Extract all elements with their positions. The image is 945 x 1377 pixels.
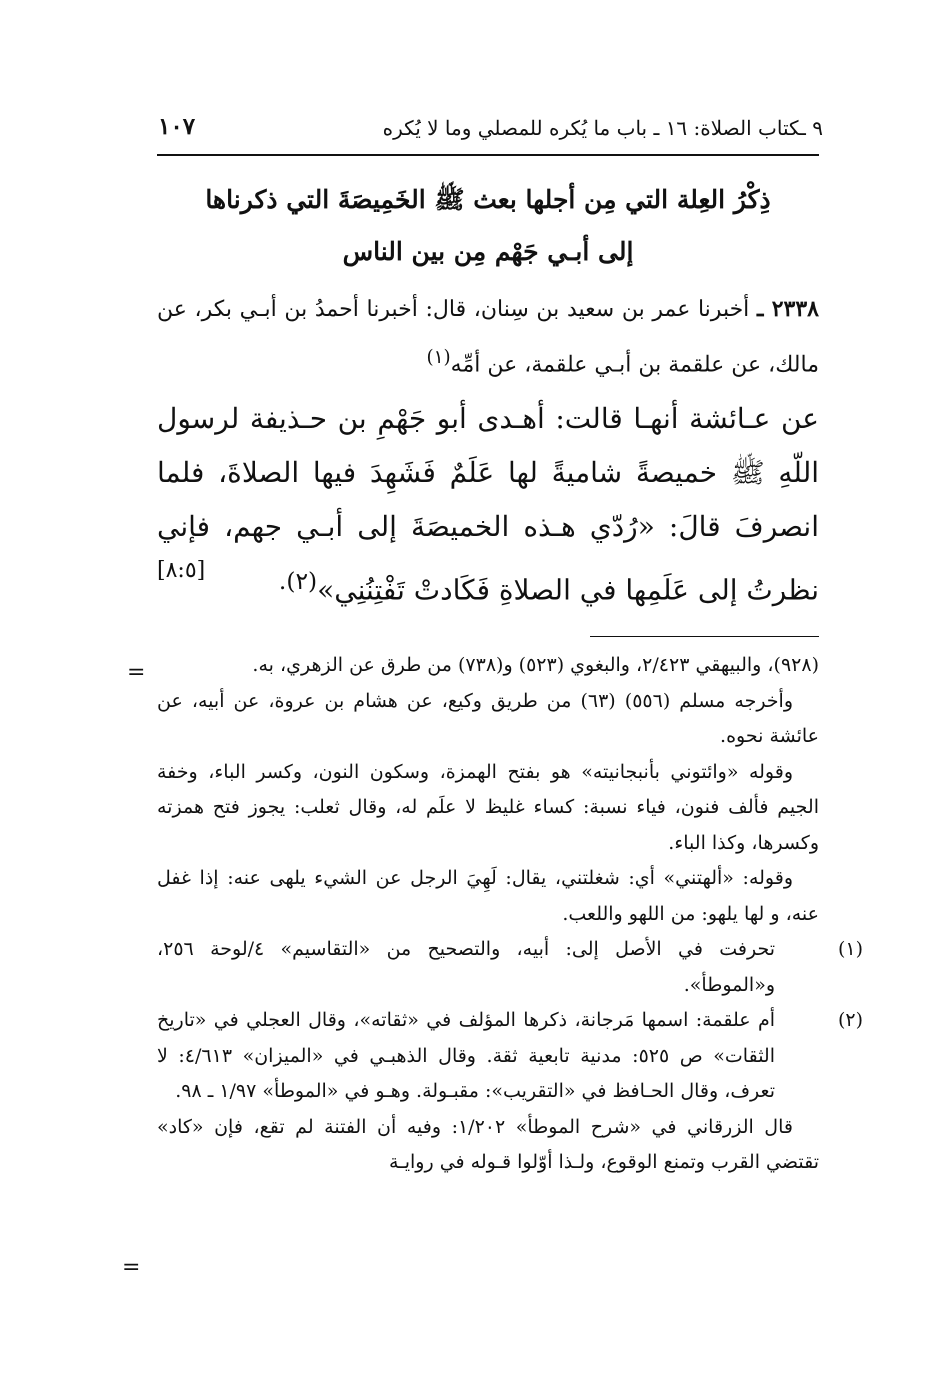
footnote-ref-1: (١) [426, 347, 451, 368]
hadith-reference: [٨:٥] [157, 558, 206, 583]
footnote-paragraph: (٩٢٨)، والبيهقي ٢/٤٢٣، والبغوي (٥٢٣) و(٧٣٨) من طرق عن الزهري، به. [252, 654, 819, 676]
footnote-paragraph: وأخرجه مسلم (٥٥٦) (٦٣) من طريق وكيع، عن هشام بن عروة، عن أبيه، عن عائشة نحوه. [157, 689, 819, 747]
hadith-matn-block [157, 392, 819, 617]
footnote-paragraph: وقوله «وائتوني بأنبجانيته» هو بفتح الهمزة، وسكون النون، وكسر الباء، وخفة الجيم فألف فنون، فياء نسبة: كساء غليظ لا علَم له، وقال ثعلب: يجوز فتح همزته وكسرها، وكذا الباء. [157, 760, 819, 854]
footnote-2 [157, 1003, 863, 1110]
hadith-isnad [157, 285, 819, 389]
footnote-2-text: أم علقمة: اسمها مَرجانة، ذكرها المؤلف في «ثقاته»، وقال العجلي في «تاريخ الثقات» ص ٥٢٥: مدنية تابعية ثقة. وقال الذهبـي في «الميزان» ٤/٦١٣: لا تعرف، وقال الحـافظ في «التقريب»: مقبـولة. وهـو في «الموطأ» ١/٩٧ ـ ٩٨. [157, 1009, 775, 1102]
chapter-heading-line-1: ذِكْرُ العِلة التي مِن أجلها بعث ﷺ الخَمِيصَةَ التي ذكرناها [205, 185, 771, 214]
footnote-1 [157, 932, 863, 1003]
footnote-continuation-mark: = [127, 660, 146, 685]
isnad-text: أخبرنا عمر بن سعيد بن سِنان، قال: أخبرنا أحمدُ بن أبـي بكر، عن مالك، عن علقمة بن أبـي علقمة، عن أمِّه [157, 297, 819, 378]
footnotes-section [157, 648, 863, 1181]
footnote-divider [590, 636, 819, 637]
footnote-1-marker: (١) [837, 938, 863, 960]
hadith-isnad-block [157, 285, 819, 389]
chapter-heading [157, 174, 819, 278]
footnote-paragraph: وقوله: «ألهتني» أي: شغلتني، يقال: لَهِيَ الرجل عن الشيء يلهى عنه: إذا غفل عنه، و لها يلهو: من اللهو واللعب. [157, 867, 819, 925]
footnote-end-mark: = [122, 1255, 141, 1280]
footnote-1-text: تحرفت في الأصل إلى: أبيه، والتصحيح من «التقاسيم» ٤/لوحة ٢٥٦، و«الموطأ». [157, 938, 775, 996]
chapter-heading-line-2: إلى أبـي جَهْم مِن بين الناس [342, 237, 634, 266]
footnote-ref-2: (٢). [278, 567, 318, 595]
footnote-2-marker: (٢) [837, 1009, 863, 1031]
matn-text: عن عـائشة أنهـا قالت: أهـدى أبو جَهْمِ بن حـذيفة لرسول اللّهِ ﷺ خميصةً شاميةً لها عَلَمٌ فَشَهِدَ فيها الصلاةَ، فلما انصرفَ قالَ: «رُدّي هـذه الخميصَةَ إلى أبـي جهم، فإني نظرتُ إلى عَلَمِها في الصلاةِ فَكَادتْ تَفْتِنُنِي» [157, 402, 819, 607]
running-header-title: ٩ ـكتاب الصلاة: ١٦ ـ باب ما يُكره للمصلي وما لا يُكره [382, 116, 823, 140]
hadith-matn [157, 392, 819, 617]
hadith-number: ٢٣٣٨ ـ [756, 296, 819, 322]
page-number: ١٠٧ [158, 113, 196, 140]
footnote-last-paragraph: قال الزرقاني في «شرح الموطأ» ١/٢٠٢: وفيه أن الفتنة لم تقع، فإن «كاد» تقتضي القرب وتمنع الوقوع، ولـذا أوّلوا قـوله في روايـة [157, 1115, 819, 1173]
header-divider [157, 154, 819, 156]
